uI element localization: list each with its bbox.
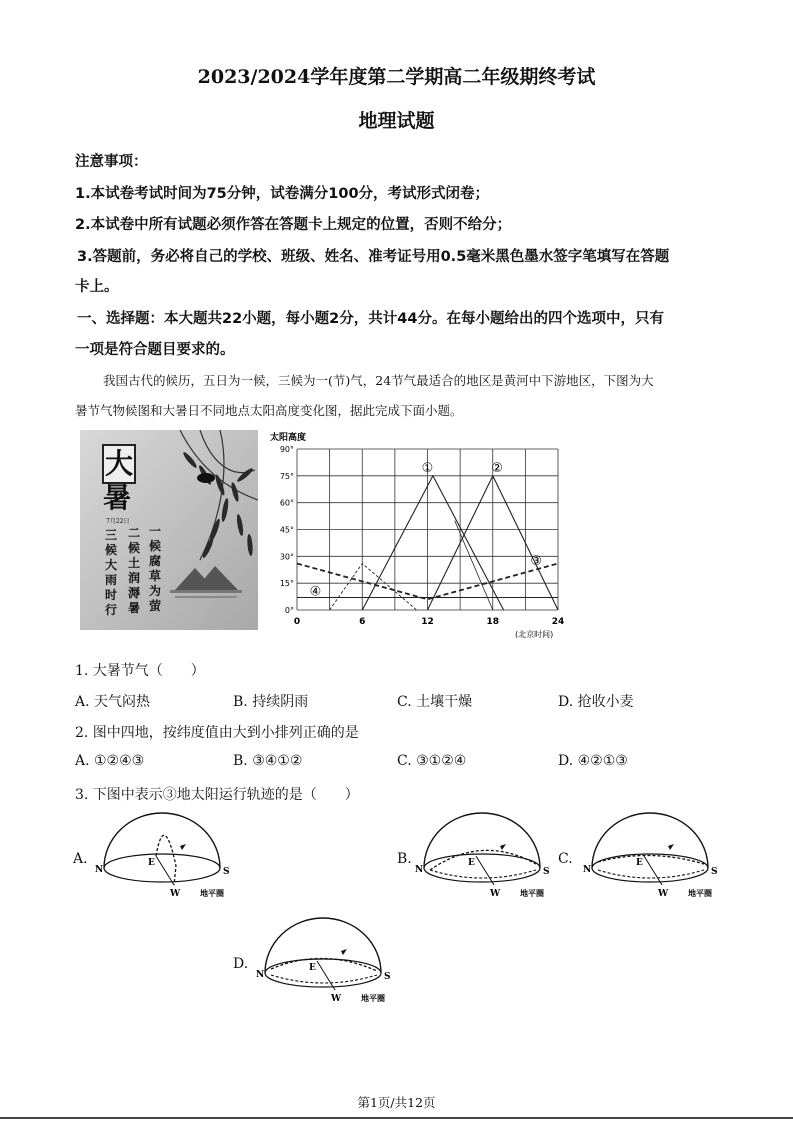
section-heading-cont: 一项是符合题目要求的。 <box>75 342 235 358</box>
q2-option-d[interactable]: D. ④②①③ <box>558 753 628 769</box>
exam-subtitle: 地理试题 <box>358 110 435 132</box>
q2-option-b[interactable]: B. ③④①② <box>233 753 303 769</box>
label-w: W <box>170 889 181 899</box>
x-tick-label: 24 <box>551 617 565 627</box>
label-s: S <box>384 972 391 982</box>
question-3-stem: 3. 下图中表示③地太阳运行轨迹的是（ ） <box>75 787 359 803</box>
series-line-5 <box>330 564 417 611</box>
dome-diagram-b <box>412 810 562 905</box>
y-tick-label: 90° <box>279 445 294 454</box>
label-e: E <box>636 858 643 868</box>
series-label: ② <box>491 460 503 476</box>
q2-option-c[interactable]: C. ③①②④ <box>397 753 467 769</box>
y-tick-label: 15° <box>279 579 294 589</box>
label-n: N <box>583 865 592 875</box>
exam-title: 2023/2024学年度第二学期高二年级期终考试 <box>197 66 596 88</box>
dome-diagram-c <box>580 810 730 905</box>
note-item-3: 3.答题前，务必将自己的学校、班级、姓名、准考证号用0.5毫米黑色墨水签字笔填写在答题 <box>77 249 670 265</box>
poster-char-shu: 暑 <box>102 481 131 514</box>
series-label: ③ <box>530 553 543 569</box>
sun-altitude-chart <box>262 428 572 642</box>
east-west-axis <box>317 961 335 990</box>
dome-diagram-a <box>92 810 242 905</box>
sun-direction-arrow <box>668 844 674 850</box>
series-label: ④ <box>309 584 322 600</box>
label-s: S <box>543 867 550 877</box>
x-tick-label: 18 <box>486 617 500 627</box>
y-tick-label: 45° <box>279 525 294 535</box>
label-horizon: 地平圈 <box>520 888 544 898</box>
y-tick-label: 0° <box>284 606 294 615</box>
page-footer: 第1页/共12页 <box>357 1095 436 1110</box>
q1-option-a[interactable]: A. 天气闷热 <box>75 694 151 710</box>
y-tick-label: 60° <box>279 498 294 508</box>
sun-path-lower <box>598 870 704 878</box>
sun-direction-arrow <box>500 844 506 850</box>
label-e: E <box>148 858 155 868</box>
sun-path-lower <box>430 870 536 878</box>
label-n: N <box>95 865 104 875</box>
question-1-stem: 1. 大暑节气（ ） <box>75 663 205 679</box>
y-tick-label: 30° <box>279 552 294 562</box>
label-horizon: 地平圈 <box>361 993 385 1003</box>
question-2-stem: 2. 图中四地，按纬度值由大到小排列正确的是 <box>75 725 359 741</box>
poster-date: 7月22日 <box>106 518 130 525</box>
label-e: E <box>468 858 475 868</box>
q1-option-d[interactable]: D. 抢收小麦 <box>558 694 634 710</box>
intro-text-cont: 暑节气物候图和大暑日不同地点太阳高度变化图，据此完成下面小题。 <box>75 403 463 418</box>
q2-option-a[interactable]: A. ①②④③ <box>75 753 145 769</box>
q3-option-c-label[interactable]: C. <box>558 851 573 867</box>
sun-direction-arrow <box>341 949 347 955</box>
dome-outline <box>104 813 220 868</box>
dome-diagram-d <box>253 915 403 1010</box>
q3-option-d-label[interactable]: D. <box>233 956 249 972</box>
dome-outline <box>424 813 540 868</box>
intro-text: 我国古代的候历，五日为一候，三候为一(节)气，24节气最适合的地区是黄河中下游地区，下图为大 <box>103 373 654 388</box>
label-horizon: 地平圈 <box>200 888 224 898</box>
poster-col-2: 二候土润溽暑 <box>128 526 141 615</box>
x-tick-label: 0 <box>293 617 301 627</box>
bottom-rule <box>0 1117 793 1119</box>
series-label: ① <box>421 460 434 476</box>
east-west-axis <box>476 856 494 885</box>
horizon-ellipse <box>104 854 220 882</box>
label-horizon: 地平圈 <box>688 888 712 898</box>
east-west-axis <box>644 856 662 885</box>
dashu-poster-image <box>80 430 258 630</box>
sun-path <box>271 958 377 971</box>
poster-col-3: 三候大雨时行 <box>105 528 118 617</box>
chart-xlabel: (北京时间) <box>515 630 554 639</box>
q3-option-b-label[interactable]: B. <box>397 851 412 867</box>
label-n: N <box>415 865 424 875</box>
note-item-3-cont: 卡上。 <box>75 279 119 295</box>
x-tick-label: 6 <box>359 617 366 627</box>
label-s: S <box>711 867 718 877</box>
q1-option-b[interactable]: B. 持续阴雨 <box>233 694 309 710</box>
sun-path-lower <box>271 975 377 983</box>
q1-option-c[interactable]: C. 土壤干燥 <box>397 694 473 710</box>
sun-direction-arrow <box>180 844 186 850</box>
chart-ylabel: 太阳高度 <box>270 433 307 443</box>
note-item-2: 2.本试卷中所有试题必须作答在答题卡上规定的位置，否则不给分； <box>75 217 512 233</box>
label-s: S <box>223 867 230 877</box>
label-w: W <box>490 889 501 899</box>
label-w: W <box>331 994 342 1004</box>
label-e: E <box>309 963 316 973</box>
x-tick-label: 12 <box>421 617 434 627</box>
poster-char-da: 大 <box>102 444 136 484</box>
poster-col-1: 一候腐草为萤 <box>149 524 162 613</box>
east-west-axis <box>156 856 174 885</box>
note-item-1: 1.本试卷考试时间为75分钟，试卷满分100分，考试形式闭卷； <box>75 186 490 202</box>
label-w: W <box>658 889 669 899</box>
q3-option-a-label[interactable]: A. <box>73 851 88 867</box>
notes-heading: 注意事项： <box>75 154 148 170</box>
label-n: N <box>256 970 265 980</box>
section-heading: 一、选择题：本大题共22小题，每小题2分，共计44分。在每小题给出的四个选项中，只有 <box>77 311 664 327</box>
y-tick-label: 75° <box>279 471 294 481</box>
